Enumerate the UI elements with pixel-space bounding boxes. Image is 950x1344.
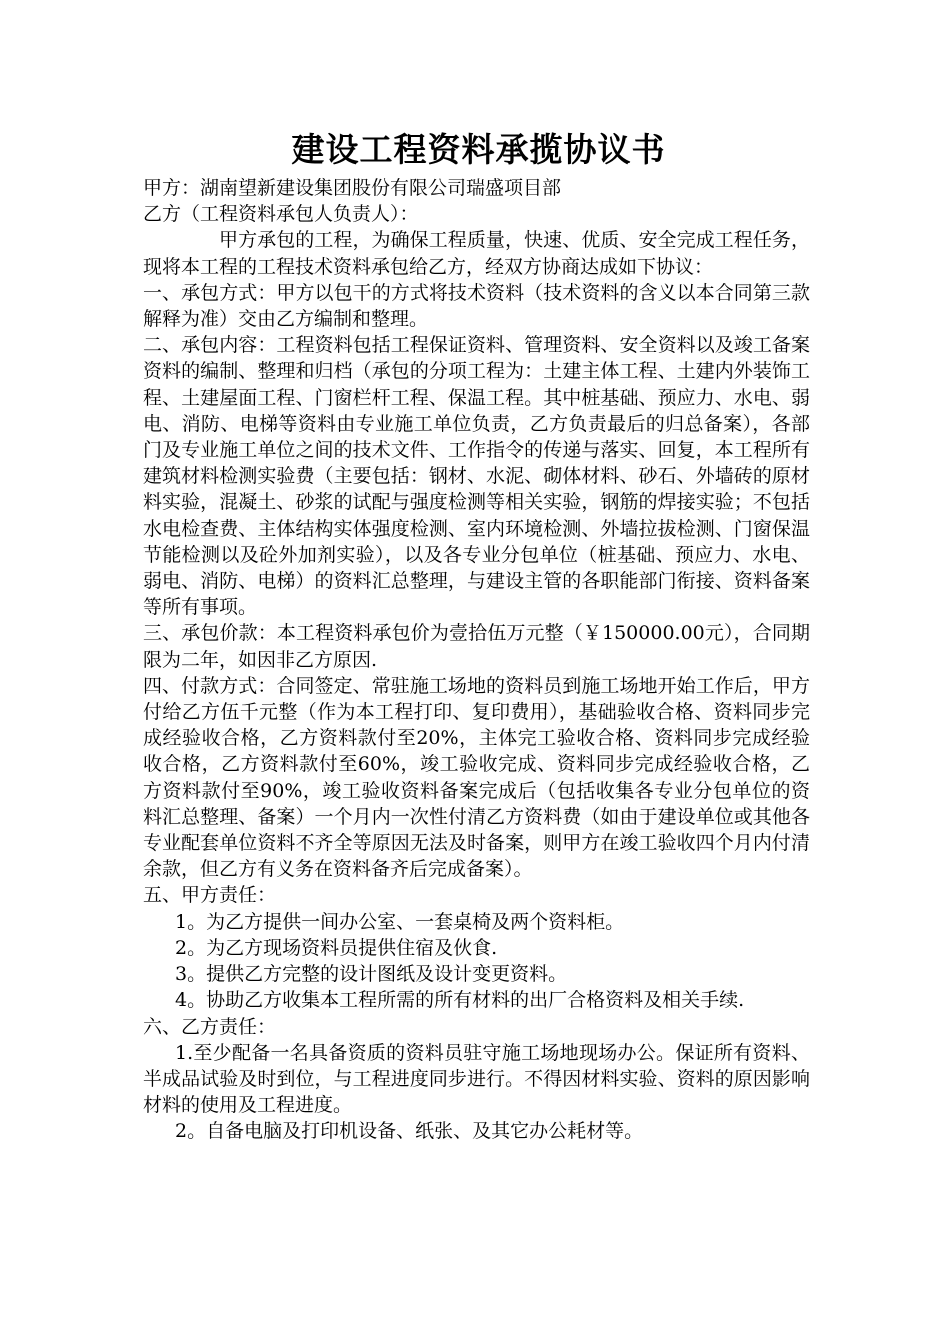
section-5-item: 1。为乙方提供一间办公室、一套桌椅及两个资料柜。 [175,910,625,933]
section-1-contract-method: 一、承包方式：甲方以包干的方式将技术资料（技术资料的含义以本合同第三款解释为准）交由乙方编制和整理。 [143,281,810,331]
document-body [143,175,810,1145]
section-6-item: 2。自备电脑及打印机设备、纸张、及其它办公耗材等。 [175,1120,644,1143]
intro-paragraph: 甲方承包的工程，为确保工程质量，快速、优质、安全完成工程任务，现将本工程的工程技术资料承包给乙方，经双方协商达成如下协议： [143,229,810,278]
section-5-item: 3。提供乙方完整的设计图纸及设计变更资料。 [175,963,568,986]
document-title: 建设工程资料承揽协议书 [291,130,666,169]
section-6-heading: 六、乙方责任： [143,1015,277,1038]
section-4-payment-method: 四、付款方式：合同签定、常驻施工场地的资料员到施工场地开始工作后，甲方付给乙方伍千元整（作为本工程打印、复印费用），基础验收合格、资料同步完成经验收合格，乙方资料款付至20%，主体完工验收合格、资料同步完成经验收合格，乙方资料款付至60%，竣工验收完成、资料同步完成经验收合格，乙方资料款付至90%，竣工验收资料备案完成后（包括收集各专业分包单位的资料汇总整理、备案）一个月内一次性付清乙方资料费（如由于建设单位或其他各专业配套单位资料不齐全等原因无法及时备案，则甲方在竣工验收四个月内付清余款，但乙方有义务在资料备齐后完成备案）。 [143,674,810,881]
section-5-heading: 五、甲方责任： [143,884,277,907]
party-a-line: 甲方：湖南望新建设集团股份有限公司瑞盛项目部 [143,177,562,199]
document-page [143,128,810,1145]
section-3-contract-price: 三、承包价款：本工程资料承包价为壹拾伍万元整（￥150000.00元），合同期限为二年，如因非乙方原因. [143,622,810,671]
section-5-item: 4。协助乙方收集本工程所需的所有材料的出厂合格资料及相关手续. [175,989,745,1012]
party-b-line: 乙方（工程资料承包人负责人）： [143,203,419,226]
section-5-item: 2。为乙方现场资料员提供住宿及伙食. [175,936,498,959]
section-2-contract-content: 二、承包内容：工程资料包括工程保证资料、管理资料、安全资料以及竣工备案资料的编制、整理和归档（承包的分项工程为：土建主体工程、土建内外装饰工程、土建屋面工程、门窗栏杆工程、保温工程。其中桩基础、预应力、水电、弱电、消防、电梯等资料由专业施工单位负责，乙方负责最后的归总备案），各部门及专业施工单位之间的技术文件、工作指令的传递与落实、回复，本工程所有建筑材料检测实验费（主要包括：钢材、水泥、砌体材料、砂石、外墙砖的原材料实验，混凝土、砂浆的试配与强度检测等相关实验，钢筋的焊接实验；不包括水电检查费、主体结构实体强度检测、室内环境检测、外墙拉拔检测、门窗保温节能检测以及砼外加剂实验），以及各专业分包单位（桩基础、预应力、水电、弱电、消防、电梯）的资料汇总整理，与建设主管的各职能部门衔接、资料备案等所有事项。 [143,334,810,619]
section-6-item: 1.至少配备一名具备资质的资料员驻守施工场地现场办公。保证所有资料、半成品试验及时到位，与工程进度同步进行。不得因材料实验、资料的原因影响材料的使用及工程进度。 [143,1041,810,1117]
